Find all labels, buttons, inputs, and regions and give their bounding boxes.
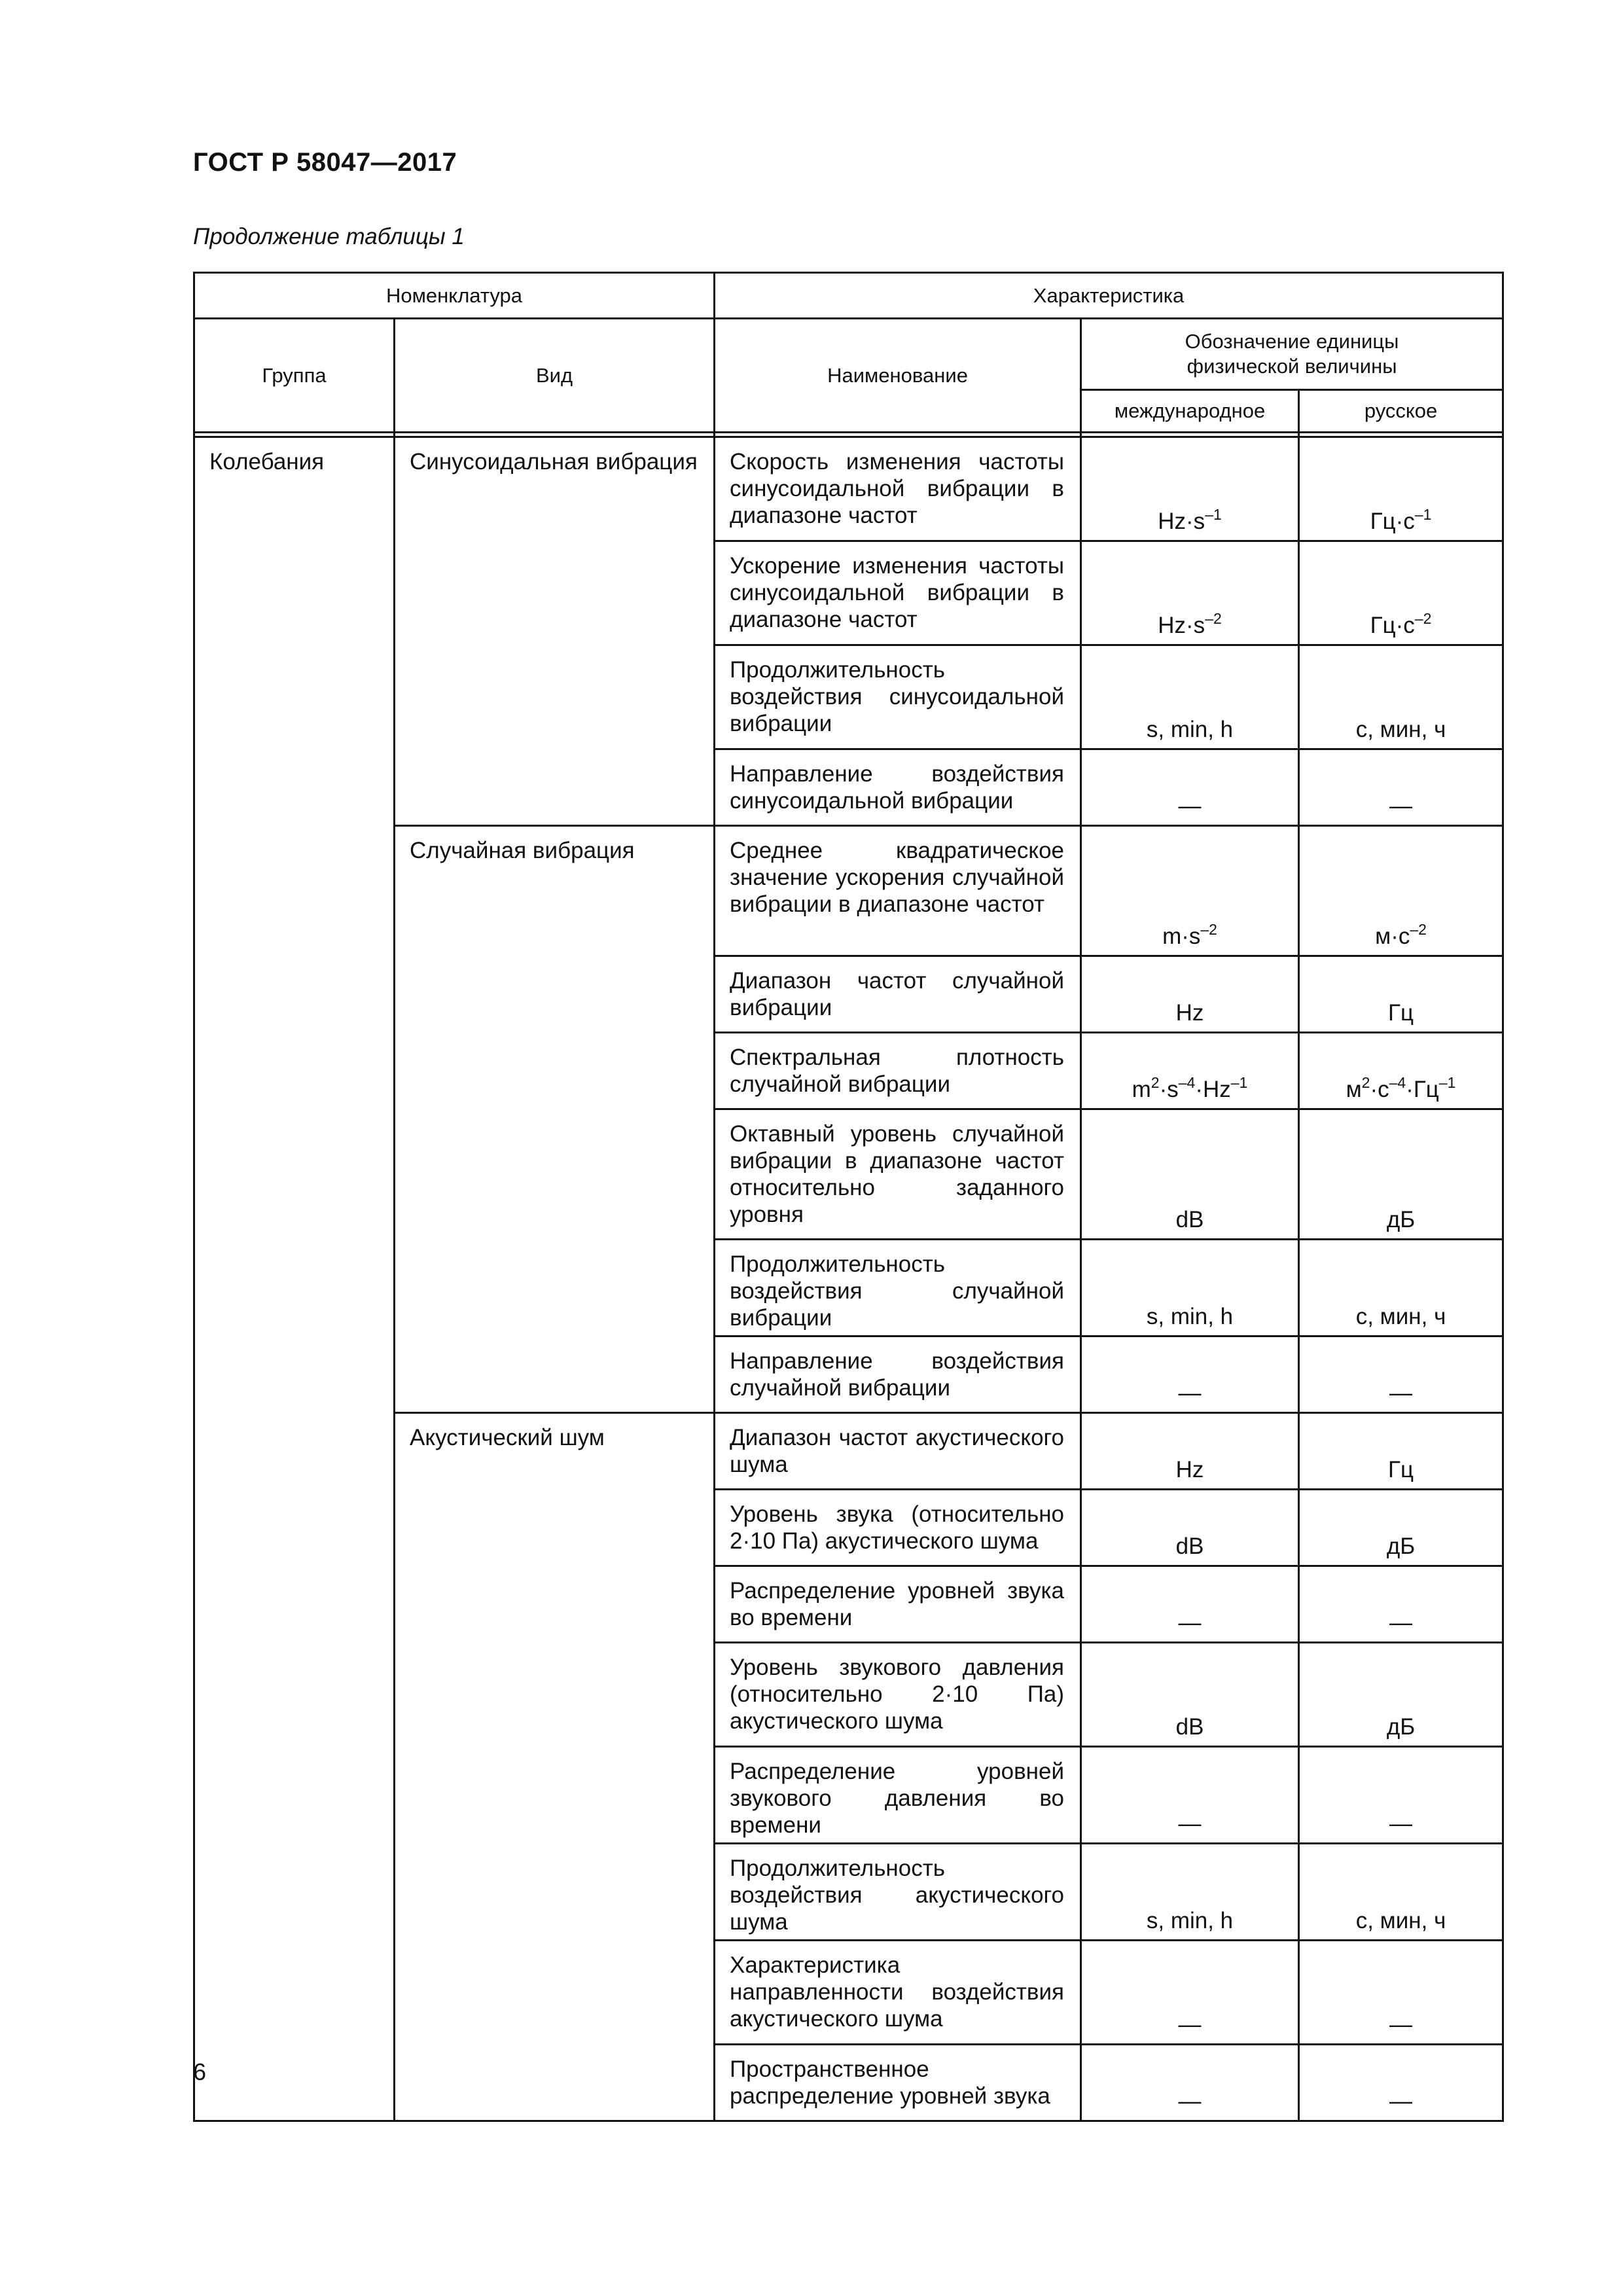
intl-unit-exp: –1 — [1205, 506, 1222, 523]
row-name: Распределение уровней звука во времени — [730, 1578, 1065, 1630]
name-cell — [715, 541, 1081, 645]
row-name: Ускорение изменения частоты синусоидальной вибрации в диапазоне частот — [730, 553, 1065, 632]
row-name: Распределение уровней звукового давления во времени — [730, 1759, 1065, 1838]
rus-unit-cell: — — [1299, 749, 1503, 826]
header-row-2 — [194, 319, 1503, 390]
rus-unit-cell: — — [1299, 2045, 1503, 2121]
header-nomenclature: Номенклатура — [194, 273, 715, 319]
rus-unit-cell: с, мин, ч — [1299, 1240, 1503, 1336]
name-cell — [715, 1643, 1081, 1747]
row-name: Продолжительность воздействия случайной вибрации — [730, 1251, 1065, 1331]
intl-unit-cell — [1081, 826, 1299, 956]
intl-unit-cell: Hz — [1081, 1413, 1299, 1490]
rus-unit-base: Гц·с — [1370, 613, 1415, 638]
unit-part: ·s — [1159, 1077, 1179, 1102]
row-name: Диапазон частот акустического шума — [730, 1425, 1065, 1477]
name-cell — [715, 1240, 1081, 1336]
unit-exp: –4 — [1389, 1074, 1406, 1091]
unit-exp: –1 — [1438, 1074, 1456, 1091]
name-cell — [715, 1844, 1081, 1941]
row-name: Уровень звукового давления (относительно 2·10 Па) акустического шума — [730, 1655, 1065, 1734]
intl-unit-cell: s, min, h — [1081, 1844, 1299, 1941]
document-title: ГОСТ Р 58047—2017 — [193, 148, 457, 177]
rus-unit-cell: дБ — [1299, 1109, 1503, 1240]
name-cell — [715, 1033, 1081, 1109]
intl-unit-cell: dB — [1081, 1109, 1299, 1240]
intl-unit-cell: — — [1081, 1941, 1299, 2045]
rus-unit-cell — [1299, 437, 1503, 541]
intl-unit-cell: — — [1081, 1747, 1299, 1844]
kind-label: Акустический шум — [410, 1425, 605, 1450]
intl-unit-cell: Hz — [1081, 956, 1299, 1033]
row-name: Пространственное распределение уровней звука — [730, 2056, 1050, 2109]
header-row-1 — [194, 273, 1503, 319]
rus-unit-cell: — — [1299, 1336, 1503, 1413]
name-cell — [715, 1413, 1081, 1490]
intl-unit-cell: s, min, h — [1081, 645, 1299, 749]
kind-label: Случайная вибрация — [410, 838, 635, 863]
intl-unit-cell — [1081, 1033, 1299, 1109]
rus-unit-base: м·с — [1375, 924, 1410, 949]
name-cell — [715, 1941, 1081, 2045]
unit-exp: –4 — [1178, 1074, 1196, 1091]
row-name: Направление воздействия синусоидальной вибрации — [730, 761, 1065, 814]
header-international: международное — [1081, 390, 1299, 433]
unit-part: m — [1132, 1077, 1151, 1102]
intl-unit-cell: dB — [1081, 1490, 1299, 1566]
intl-unit-base: Hz·s — [1158, 509, 1205, 534]
name-cell — [715, 1490, 1081, 1566]
name-cell — [715, 1747, 1081, 1844]
header-separator — [194, 433, 1503, 437]
rus-unit-cell: Гц — [1299, 1413, 1503, 1490]
header-name: Наименование — [715, 319, 1081, 433]
name-cell — [715, 749, 1081, 826]
unit-exp: –1 — [1230, 1074, 1248, 1091]
kind-cell — [395, 437, 715, 826]
row-name: Продолжительность воздействия синусоидальной вибрации — [730, 657, 1065, 736]
rus-unit-exp: –2 — [1410, 921, 1427, 938]
rus-unit-cell: — — [1299, 1747, 1503, 1844]
unit-part: ·с — [1370, 1077, 1389, 1102]
intl-unit-cell: — — [1081, 749, 1299, 826]
intl-unit-cell: — — [1081, 2045, 1299, 2121]
rus-unit-exp: –1 — [1414, 506, 1432, 523]
row-name: Среднее квадратическое значение ускорения случайной вибрации в диапазоне частот — [730, 838, 1065, 917]
header-russian: русское — [1299, 390, 1503, 433]
header-characteristic: Характеристика — [715, 273, 1503, 319]
rus-unit-cell — [1299, 541, 1503, 645]
group-label: Колебания — [209, 449, 325, 475]
intl-unit-cell: — — [1081, 1566, 1299, 1643]
kind-cell — [395, 1413, 715, 2121]
rus-unit-cell: с, мин, ч — [1299, 1844, 1503, 1941]
header-unit-designation — [1081, 319, 1503, 390]
name-cell — [715, 645, 1081, 749]
rus-unit-cell: Гц — [1299, 956, 1503, 1033]
table-continuation-caption: Продолжение таблицы 1 — [193, 224, 465, 249]
kind-cell — [395, 826, 715, 1413]
name-cell — [715, 437, 1081, 541]
group-cell — [194, 437, 395, 2121]
name-cell — [715, 1336, 1081, 1413]
characteristics-table — [193, 272, 1504, 2122]
name-cell — [715, 826, 1081, 956]
kind-label: Синусоидальная вибрация — [410, 449, 698, 475]
row-name: Уровень звука (относительно 2·10 Па) акустического шума — [730, 1501, 1065, 1554]
page-number: 6 — [193, 2058, 207, 2085]
intl-unit-cell — [1081, 541, 1299, 645]
row-name: Характеристика направленности воздействия акустического шума — [730, 1952, 1065, 2032]
rus-unit-cell — [1299, 1033, 1503, 1109]
unit-part: ·Гц — [1406, 1077, 1439, 1102]
intl-unit-cell: s, min, h — [1081, 1240, 1299, 1336]
name-cell — [715, 956, 1081, 1033]
intl-unit-exp: –2 — [1200, 921, 1217, 938]
header-unit-designation-text: Обозначение единицы физической величины — [1185, 330, 1399, 378]
unit-exp: 2 — [1150, 1074, 1160, 1091]
rus-unit-cell: дБ — [1299, 1643, 1503, 1747]
row-name: Диапазон частот случайной вибрации — [730, 968, 1065, 1020]
rus-unit-cell: дБ — [1299, 1490, 1503, 1566]
header-group: Группа — [194, 319, 395, 433]
rus-unit-cell: с, мин, ч — [1299, 645, 1503, 749]
row-name: Октавный уровень случайной вибрации в диапазоне частот относительно заданного уровня — [730, 1121, 1065, 1227]
intl-unit-base: m·s — [1162, 924, 1201, 949]
row-name: Продолжительность воздействия акустического шума — [730, 1856, 1065, 1935]
name-cell — [715, 1109, 1081, 1240]
intl-unit-cell: dB — [1081, 1643, 1299, 1747]
name-cell — [715, 2045, 1081, 2121]
intl-unit-cell — [1081, 437, 1299, 541]
row-name: Спектральная плотность случайной вибрации — [730, 1045, 1065, 1097]
row-name: Скорость изменения частоты синусоидальной вибрации в диапазоне частот — [730, 449, 1065, 528]
rus-unit-cell: — — [1299, 1941, 1503, 2045]
unit-part: ·Hz — [1195, 1077, 1231, 1102]
row-name: Направление воздействия случайной вибрации — [730, 1348, 1065, 1401]
unit-exp: 2 — [1361, 1074, 1370, 1091]
name-cell — [715, 1566, 1081, 1643]
rus-unit-cell — [1299, 826, 1503, 956]
intl-unit-base: Hz·s — [1158, 613, 1205, 638]
table-row — [194, 437, 1503, 541]
header-kind: Вид — [395, 319, 715, 433]
intl-unit-cell: — — [1081, 1336, 1299, 1413]
rus-unit-cell: — — [1299, 1566, 1503, 1643]
intl-unit-exp: –2 — [1205, 610, 1222, 627]
rus-unit-base: Гц·с — [1370, 509, 1415, 534]
unit-part: м — [1346, 1077, 1362, 1102]
rus-unit-exp: –2 — [1414, 610, 1432, 627]
